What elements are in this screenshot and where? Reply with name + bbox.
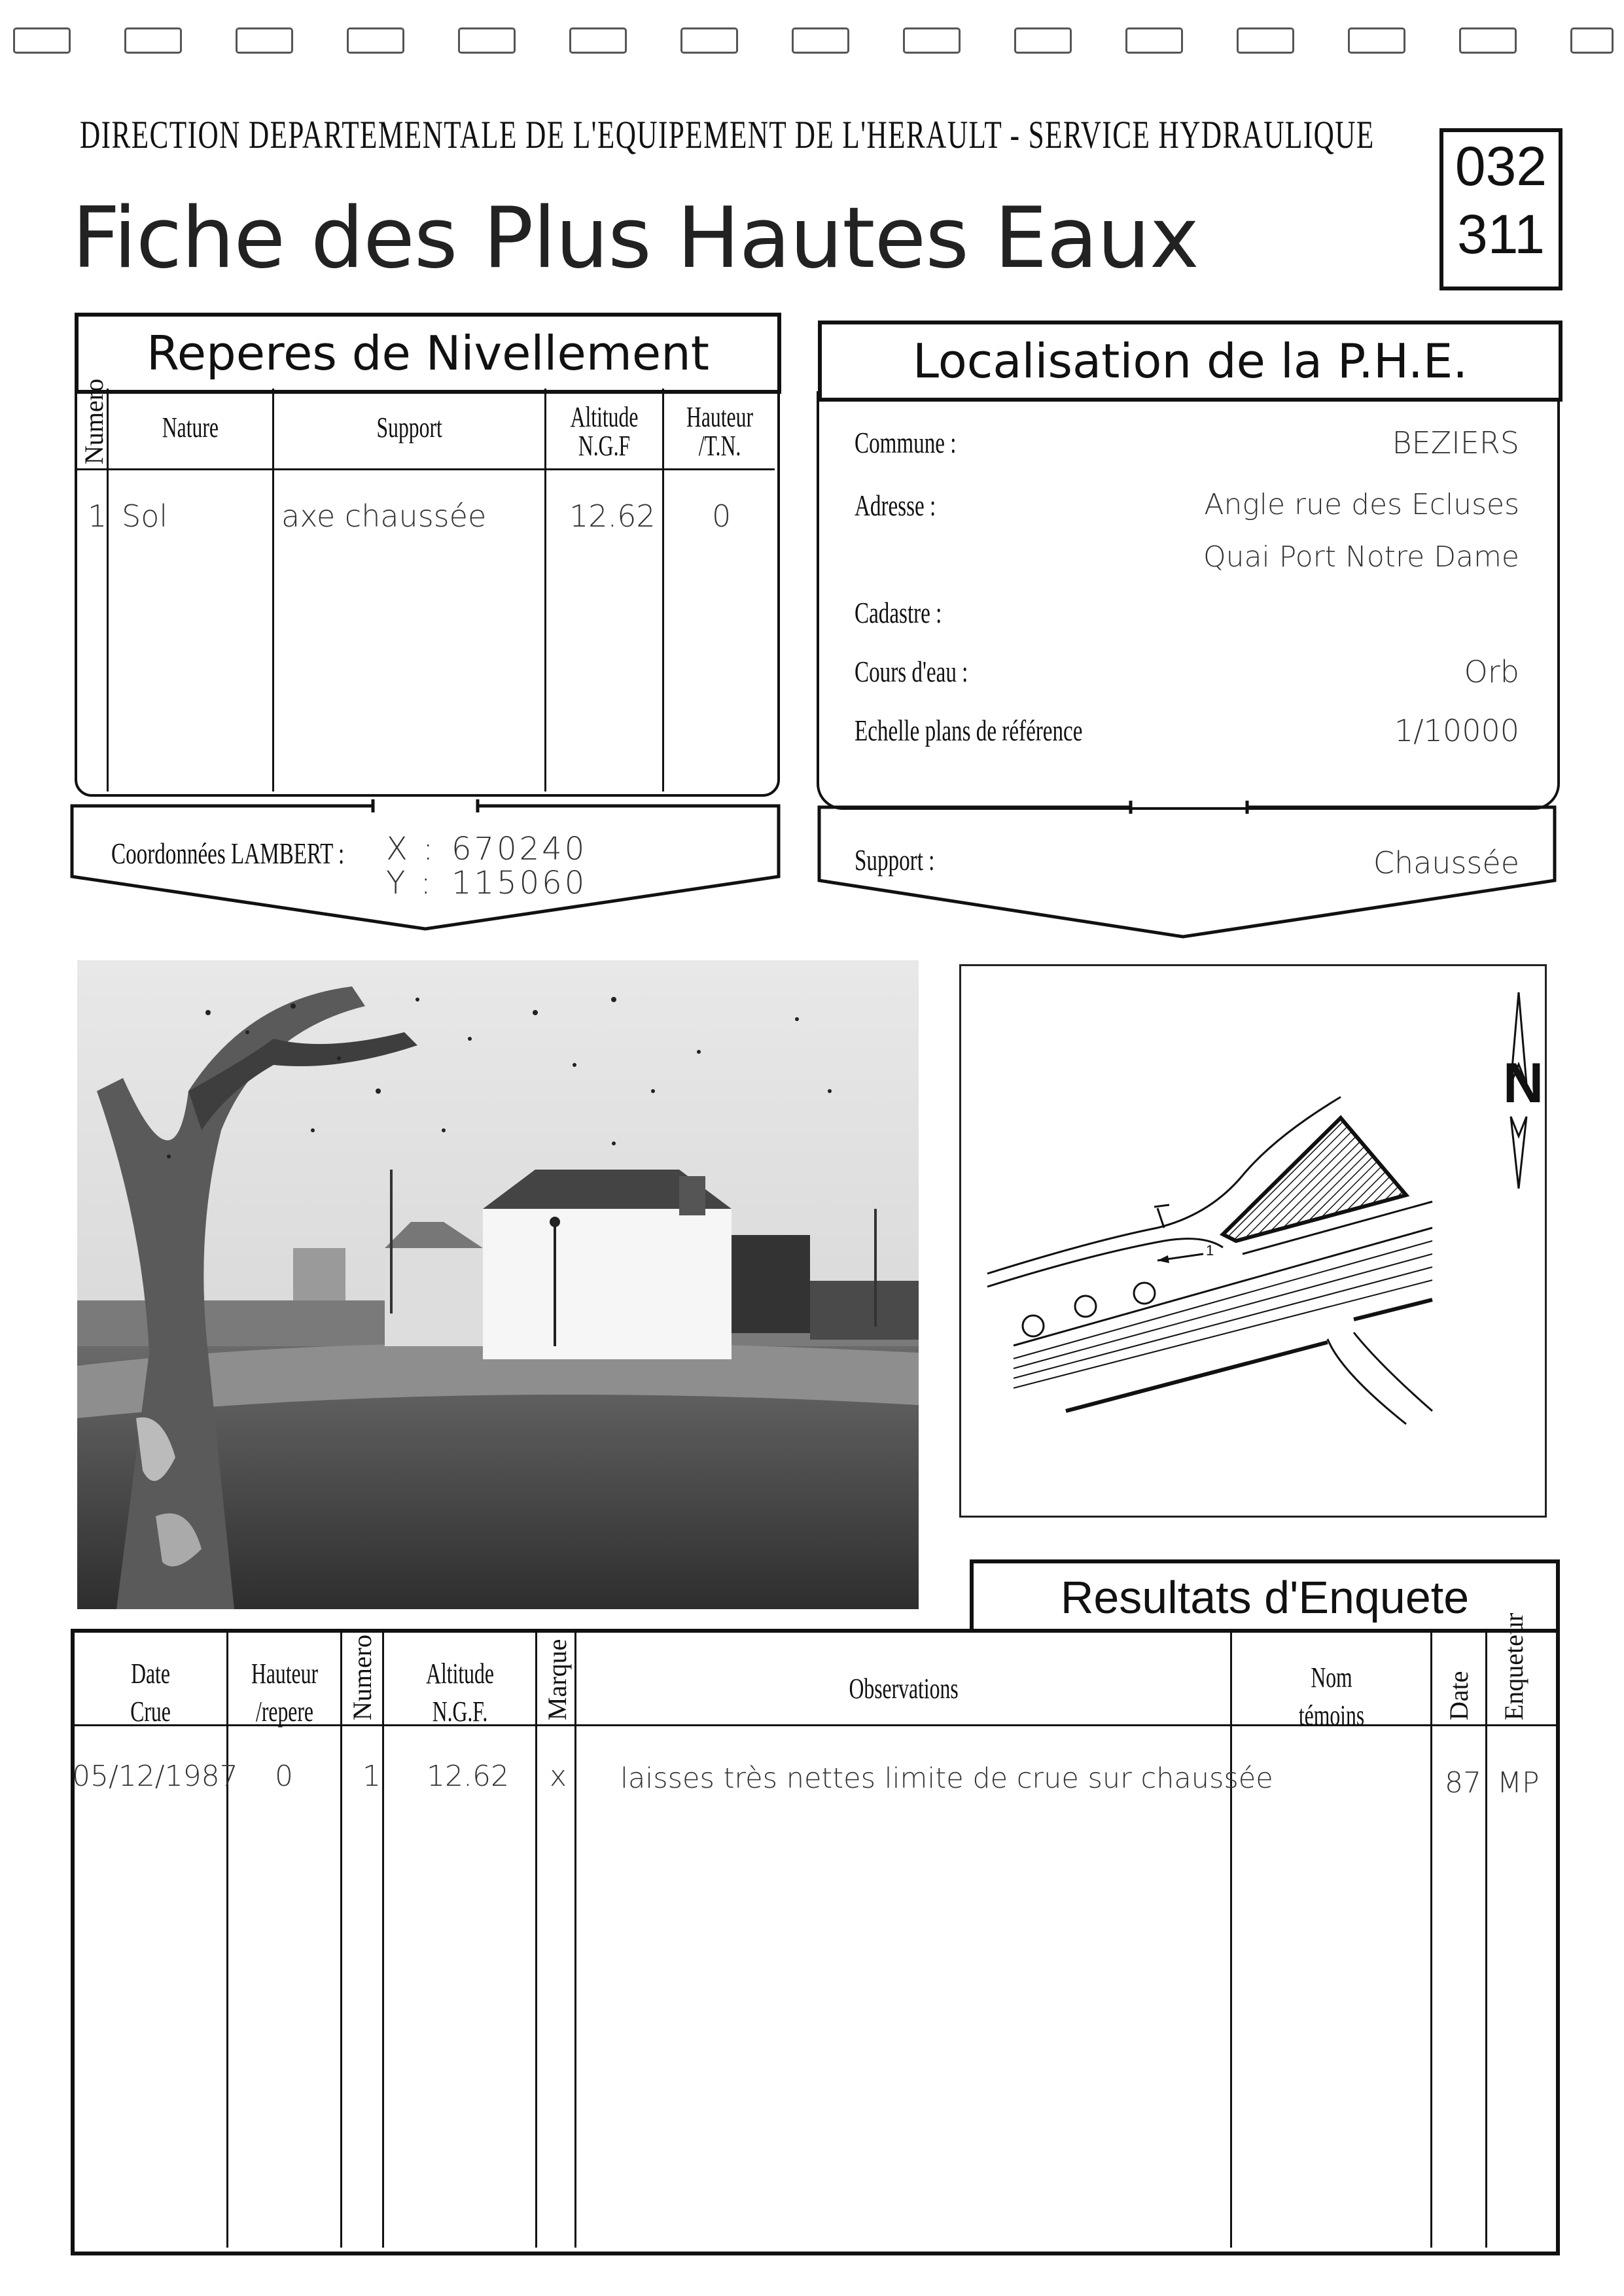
binder-hole: [1459, 27, 1517, 54]
col-altitude-header: Altitude N.G.F.: [426, 1658, 494, 1728]
lambert-label: Coordonnées LAMBERT :: [111, 837, 345, 870]
file-code-bottom: 311: [1457, 203, 1545, 265]
binder-hole: [458, 27, 516, 54]
column-divider: [1230, 1633, 1232, 2248]
binder-hole: [236, 27, 293, 54]
commune-value: BEZIERS: [1392, 425, 1519, 461]
location-plan-drawing: [961, 966, 1545, 1516]
column-divider: [340, 1633, 342, 2248]
col-enqueteur-header: Enqueteur: [1499, 1612, 1528, 1720]
lambert-x-value: 670240: [451, 831, 588, 867]
col-date-crue-header: Date Crue: [130, 1658, 171, 1728]
cours-eau-label: Cours d'eau :: [855, 655, 968, 688]
result-hauteur: 0: [275, 1760, 293, 1793]
localisation-title: Localisation de la P.H.E.: [818, 321, 1562, 402]
commune-label: Commune :: [855, 426, 957, 459]
repere-numero: 1: [88, 498, 107, 534]
binder-hole: [680, 27, 738, 54]
col-numero-header: Numero: [347, 1634, 377, 1720]
cadastre-label: Cadastre :: [855, 596, 942, 629]
column-divider: [382, 1633, 384, 2248]
result-date: 87: [1445, 1766, 1481, 1800]
binder-hole: [903, 27, 961, 54]
result-date-crue: 05/12/1987: [72, 1760, 238, 1793]
result-enqueteur: MP: [1497, 1766, 1540, 1800]
lambert-y-value: 115060: [451, 865, 588, 901]
north-label: N: [1503, 1052, 1544, 1115]
binder-hole: [569, 27, 627, 54]
lambert-y-label: Y :: [386, 865, 434, 901]
col-observations-header: Observations: [849, 1673, 959, 1705]
binder-hole: [1014, 27, 1072, 54]
binder-hole: [1570, 27, 1614, 54]
header-divider: [75, 468, 775, 470]
site-photo: [77, 960, 919, 1609]
lambert-x-label: X :: [386, 831, 436, 867]
adresse-label: Adresse :: [855, 489, 936, 522]
result-marque: x: [550, 1760, 567, 1793]
echelle-value: 1/10000: [1394, 713, 1519, 748]
echelle-label: Echelle plans de référence: [855, 714, 1083, 747]
col-support-header: Support: [376, 411, 442, 444]
binder-hole: [13, 27, 71, 54]
cours-eau-value: Orb: [1464, 654, 1519, 689]
adresse-line-1: Angle rue des Ecluses: [1204, 488, 1519, 521]
col-marque-header: Marque: [542, 1639, 572, 1720]
result-altitude: 12.62: [427, 1760, 509, 1793]
col-numero-header: Numero: [79, 378, 109, 464]
file-code-top: 032: [1455, 135, 1547, 197]
resultats-title: Resultats d'Enquete: [970, 1559, 1560, 1631]
column-divider: [1430, 1633, 1432, 2248]
binder-hole: [1125, 27, 1183, 54]
location-plan: [959, 964, 1547, 1518]
col-hauteur-repere-header: Hauteur /repere: [251, 1658, 319, 1728]
reperes-title: Reperes de Nivellement: [75, 313, 781, 394]
page-title: Fiche des Plus Hautes Eaux: [72, 190, 1199, 287]
binder-hole: [1348, 27, 1405, 54]
plan-marker-label: 1: [1206, 1242, 1214, 1259]
binder-hole: [347, 27, 404, 54]
column-divider: [1485, 1633, 1487, 2248]
file-code-box: [1439, 128, 1562, 290]
column-divider: [272, 389, 274, 791]
column-divider: [535, 1633, 537, 2248]
col-hauteur-header: Hauteur /T.N.: [686, 401, 754, 462]
result-observations: laisses très nettes limite de crue sur chaussée: [620, 1762, 1273, 1795]
result-numero: 1: [362, 1760, 381, 1793]
binder-hole: [792, 27, 849, 54]
col-date-header: Date: [1444, 1671, 1474, 1720]
col-nature-header: Nature: [162, 411, 219, 444]
binder-hole: [124, 27, 182, 54]
column-divider: [226, 1633, 228, 2248]
organisation-header: DIRECTION DEPARTEMENTALE DE L'EQUIPEMENT DE L'HERAULT - SERVICE HYDRAULIQUE: [80, 113, 1375, 156]
support-value: Chaussée: [1373, 845, 1519, 880]
col-altitude-header: Altitude N.G.F: [570, 401, 639, 462]
repere-hauteur: 0: [712, 498, 732, 534]
binder-hole: [1237, 27, 1294, 54]
repere-nature: Sol: [122, 498, 168, 534]
support-label: Support :: [855, 843, 935, 877]
repere-altitude: 12.62: [569, 498, 656, 534]
col-nom-temoins-header: Nom témoins: [1298, 1661, 1365, 1731]
repere-support: axe chaussée: [281, 498, 487, 534]
adresse-line-2: Quai Port Notre Dame: [1203, 540, 1519, 574]
column-divider: [574, 1633, 576, 2248]
